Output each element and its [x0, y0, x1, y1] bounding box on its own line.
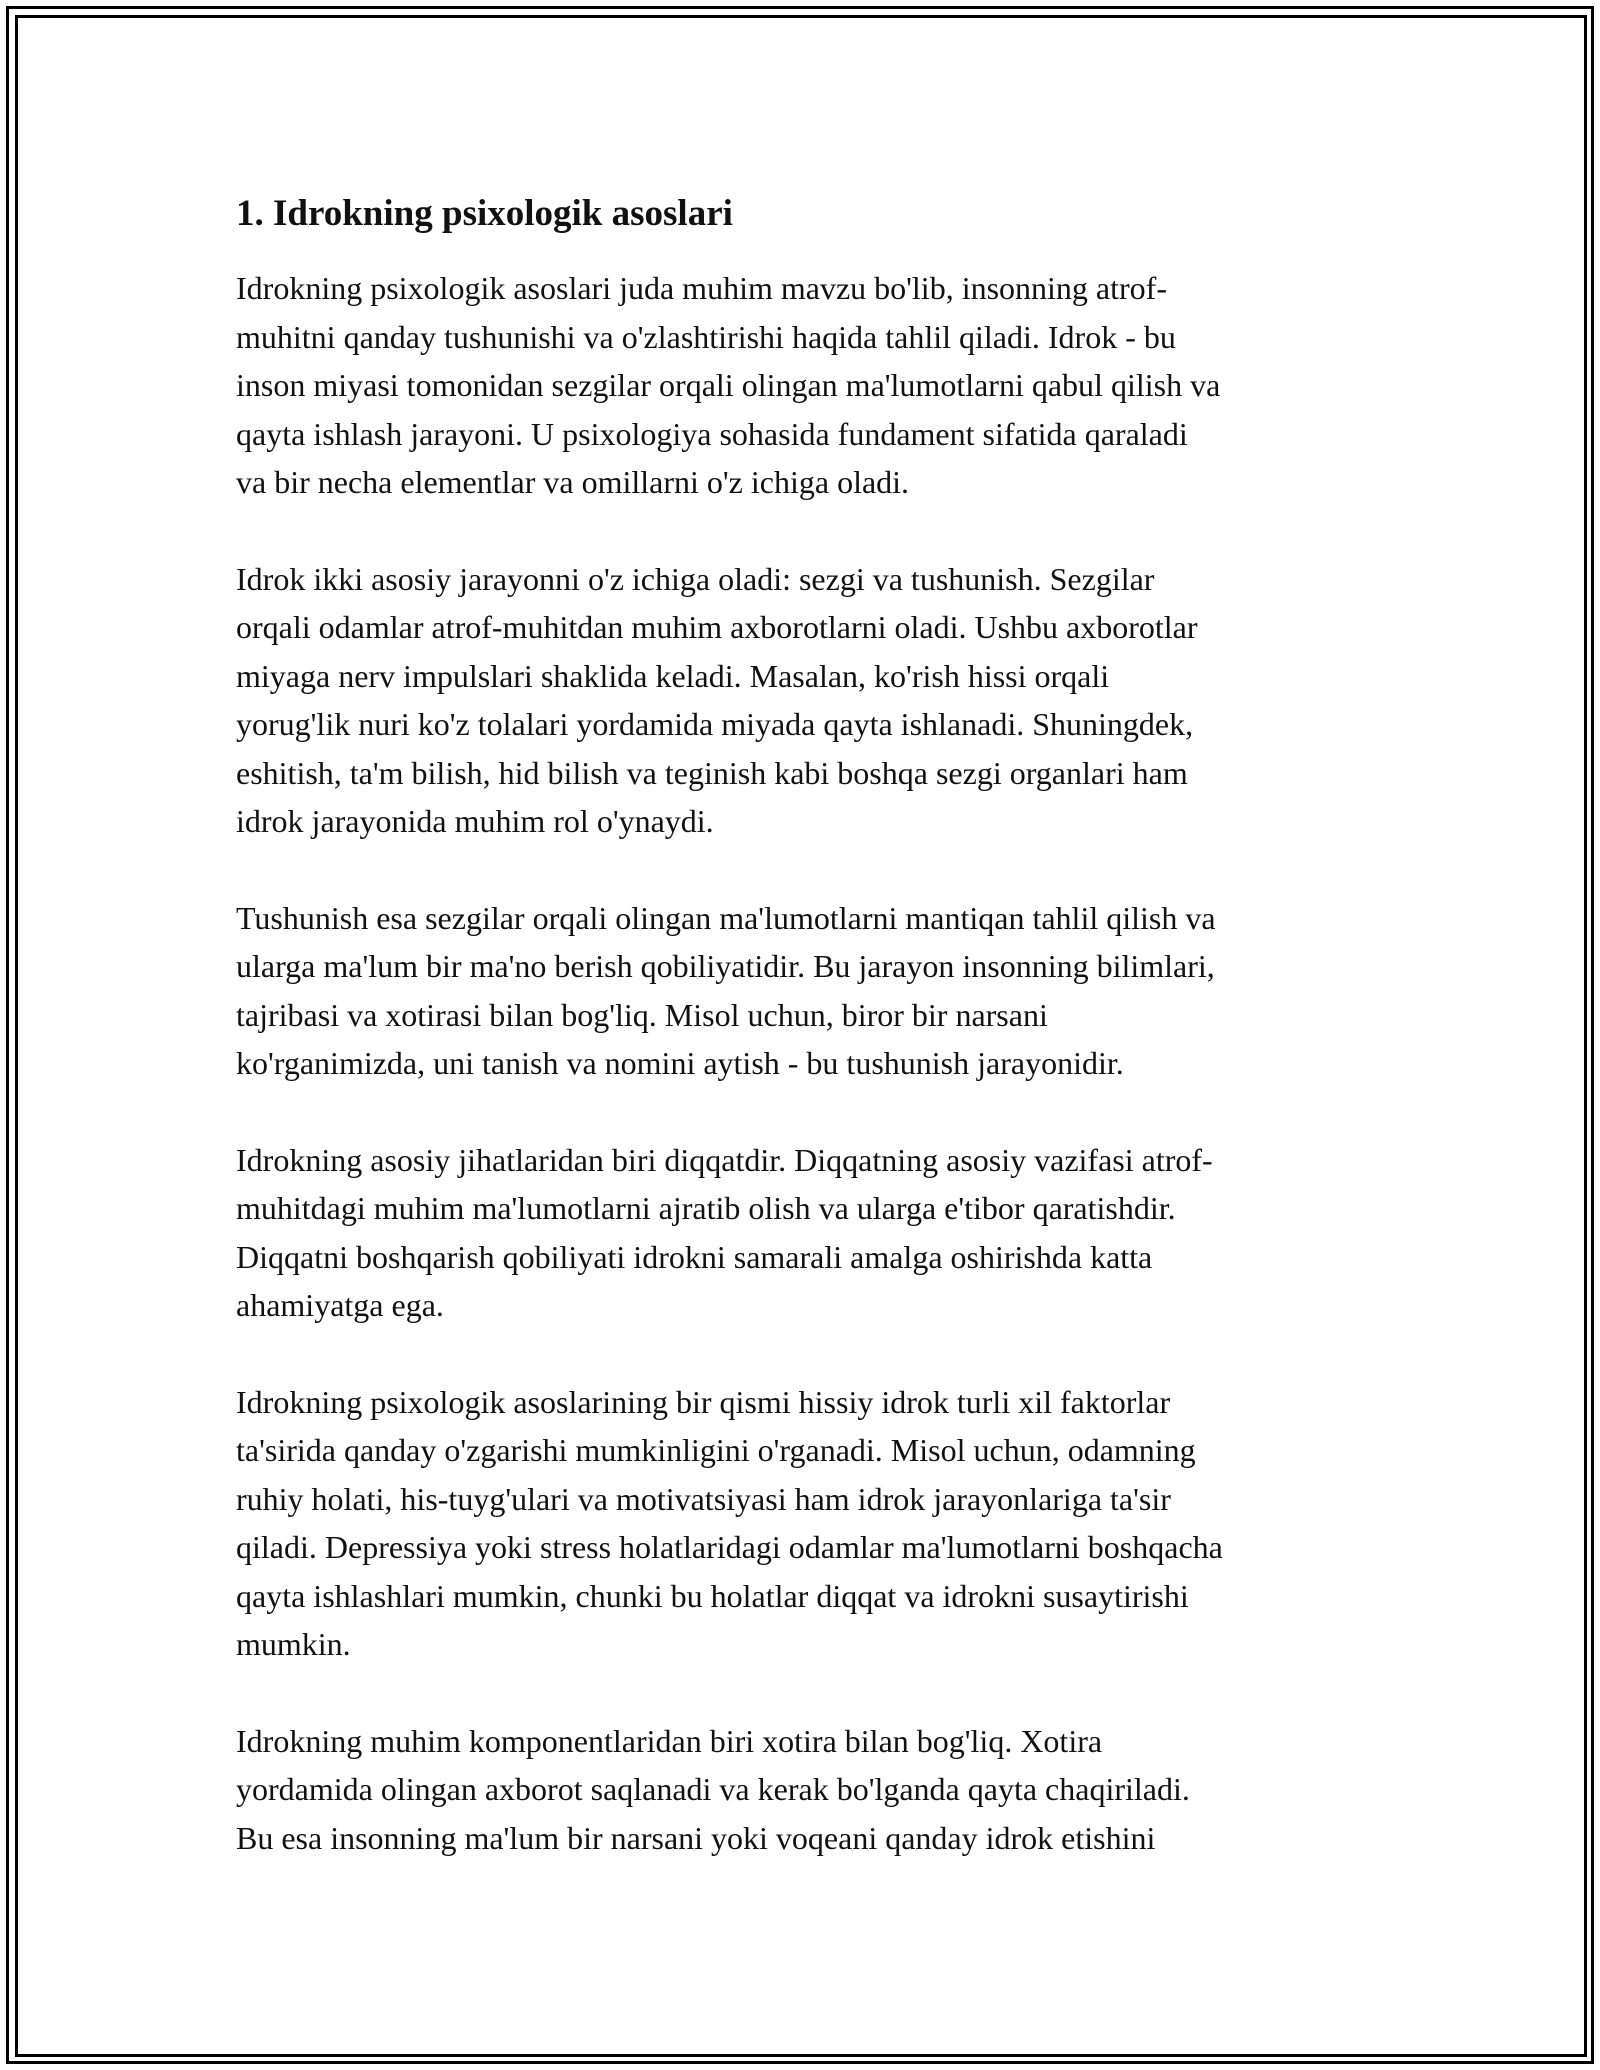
- text-line: muhitdagi muhim ma'lumotlarni ajratib olish va ularga e'tibor qaratishdir.: [236, 1190, 1176, 1226]
- text-line: va bir necha elementlar va omillarni o'z ichiga oladi.: [236, 464, 910, 500]
- paragraph-1: [236, 264, 1376, 507]
- text-line: yordamida olingan axborot saqlanadi va kerak bo'lganda qayta chaqiriladi.: [236, 1771, 1190, 1807]
- text-line: orqali odamlar atrof-muhitdan muhim axborotlarni oladi. Ushbu axborotlar: [236, 609, 1198, 645]
- text-line: ko'rganimizda, uni tanish va nomini aytish - bu tushunish jarayonidir.: [236, 1045, 1124, 1081]
- text-line: qiladi. Depressiya yoki stress holatlaridagi odamlar ma'lumotlarni boshqacha: [236, 1529, 1223, 1565]
- paragraph-6: [236, 1717, 1376, 1863]
- paragraph-4: [236, 1136, 1376, 1330]
- text-line: tajribasi va xotirasi bilan bog'liq. Misol uchun, biror bir narsani: [236, 996, 1048, 1033]
- text-line: miyaga nerv impulslari shaklida keladi. Masalan, ko'rish hissi orqali: [236, 657, 1110, 694]
- text-line: ta'sirida qanday o'zgarishi mumkinligini o'rganadi. Misol uchun, odamning: [236, 1432, 1196, 1468]
- text-line: qayta ishlashlari mumkin, chunki bu holatlar diqqat va idrokni susaytirishi: [236, 1577, 1189, 1614]
- text-line: Idrokning psixologik asoslarining bir qismi hissiy idrok turli xil faktorlar: [236, 1383, 1171, 1420]
- text-line: Tushunish esa sezgilar orqali olingan ma'lumotlarni mantiqan tahlil qilish va: [236, 899, 1216, 936]
- text-line: yorug'lik nuri ko'z tolalari yordamida miyada qayta ishlanadi. Shuningdek,: [236, 706, 1194, 742]
- text-line: ahamiyatga ega.: [236, 1287, 444, 1323]
- text-line: Idrokning muhim komponentlaridan biri xotira bilan bog'liq. Xotira: [236, 1722, 1103, 1759]
- text-line: idrok jarayonida muhim rol o'ynaydi.: [236, 803, 714, 839]
- paragraph-2: [236, 555, 1376, 846]
- text-line: inson miyasi tomonidan sezgilar orqali olingan ma'lumotlarni qabul qilish va: [236, 367, 1221, 403]
- text-line: muhitni qanday tushunishi va o'zlashtirishi haqida tahlil qiladi. Idrok - bu: [236, 318, 1176, 355]
- text-line: Idrokning asosiy jihatlaridan biri diqqatdir. Diqqatning asosiy vazifasi atrof-: [236, 1141, 1213, 1178]
- paragraph-5: [236, 1378, 1376, 1669]
- text-line: Idrokning psixologik asoslari juda muhim mavzu bo'lib, insonning atrof-: [236, 270, 1167, 306]
- text-line: Idrok ikki asosiy jarayonni o'z ichiga oladi: sezgi va tushunish. Sezgilar: [236, 560, 1155, 597]
- text-line: qayta ishlash jarayoni. U psixologiya sohasida fundament sifatida qaraladi: [236, 415, 1188, 452]
- section-heading: 1. Idrokning psixologik asoslari: [236, 193, 733, 234]
- paragraph-3: [236, 894, 1376, 1088]
- text-line: ruhiy holati, his-tuyg'ulari va motivatsiyasi ham idrok jarayonlariga ta'sir: [236, 1480, 1171, 1517]
- text-line: ularga ma'lum bir ma'no berish qobiliyatidir. Bu jarayon insonning bilimlari,: [236, 948, 1215, 984]
- text-line: mumkin.: [236, 1626, 351, 1662]
- document-body: [236, 186, 1376, 1910]
- text-line: Bu esa insonning ma'lum bir narsani yoki voqeani qanday idrok etishini: [236, 1819, 1156, 1856]
- text-line: Diqqatni boshqarish qobiliyati idrokni samarali amalga oshirishda katta: [236, 1238, 1153, 1275]
- text-line: eshitish, ta'm bilish, hid bilish va teginish kabi boshqa sezgi organlari ham: [236, 754, 1188, 791]
